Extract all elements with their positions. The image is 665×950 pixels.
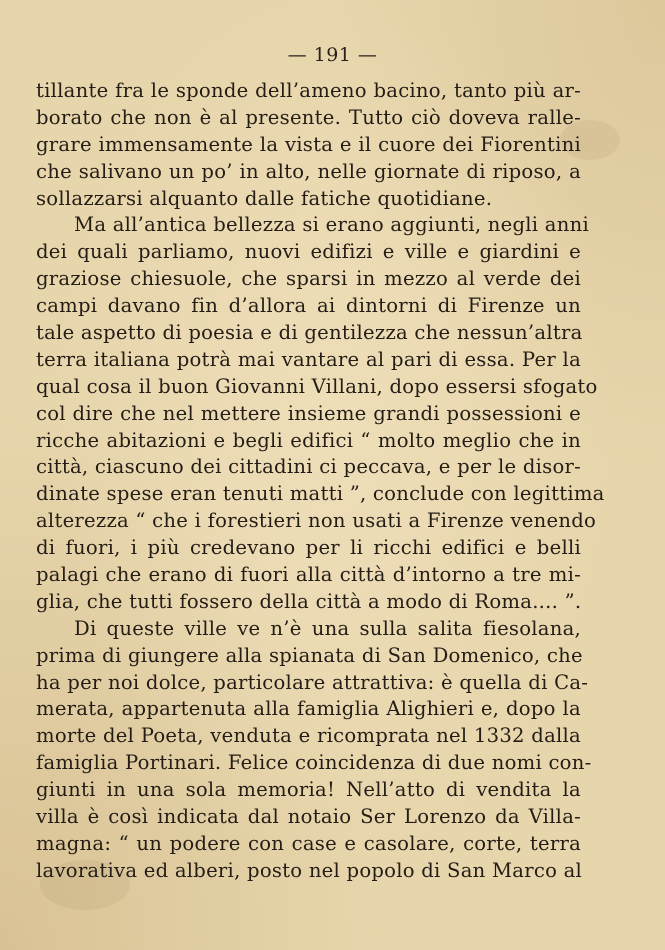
text-line: morte del Poeta, venduta e ricomprata nel 1332 dalla (36, 724, 581, 748)
text-line: prima di giungere alla spianata di San Domenico, che (36, 643, 583, 667)
text-line: campi davano fin d’allora ai dintorni di Firenze un (36, 294, 581, 318)
text-line: che salivano un po’ in alto, nelle giornate di riposo, a (36, 159, 581, 183)
text-line: glia, che tutti fossero della città a modo di Roma.... ”. (36, 589, 582, 613)
text-line: qual cosa il buon Giovanni Villani, dopo essersi sfogato (36, 374, 598, 398)
text-line: di fuori, i più credevano per li ricchi edifici e belli (36, 536, 581, 560)
text-line: graziose chiesuole, che sparsi in mezzo al verde dei (36, 267, 581, 291)
text-line: dei quali parliamo, nuovi edifizi e ville e giardini e (36, 240, 581, 264)
text-line: alterezza “ che i forestieri non usati a Firenze venendo (36, 509, 597, 533)
text-line: Di queste ville ve n’è una sulla salita fiesolana, (74, 616, 581, 640)
text-line: Ma all’antica bellezza si erano aggiunti, negli anni (74, 213, 589, 237)
text-line: magna: “ un podere con case e casolare, corte, terra (36, 831, 581, 855)
text-line: città, ciascuno dei cittadini ci peccava, e per le disor- (36, 455, 581, 479)
text-line: sollazzarsi alquanto dalle fatiche quotidiane. (36, 186, 493, 210)
text-line: famiglia Portinari. Felice coincidenza di due nomi con- (36, 751, 592, 775)
page-number: — 191 — (287, 44, 378, 66)
text-line: terra italiana potrà mai vantare al pari di essa. Per la (36, 347, 581, 371)
text-line: tale aspetto di poesia e di gentilezza che nessun’altra (36, 321, 583, 345)
text-line: villa è così indicata dal notaio Ser Lorenzo da Villa- (36, 805, 581, 829)
text-line: borato che non è al presente. Tutto ciò doveva ralle- (36, 105, 581, 129)
text-line: tillante fra le sponde dell’ameno bacino, tanto più ar- (36, 79, 581, 102)
body-text (36, 78, 605, 885)
text-line: col dire che nel mettere insieme grandi possessioni e (36, 401, 581, 425)
text-line: ricche abitazioni e begli edifici “ molto meglio che in (36, 428, 581, 452)
text-line: lavorativa ed alberi, posto nel popolo di San Marco al (36, 858, 583, 882)
text-line: giunti in una sola memoria! Nell’atto di vendita la (36, 778, 581, 802)
text-line: merata, appartenuta alla famiglia Alighieri e, dopo la (36, 697, 581, 721)
text-line: ha per noi dolce, particolare attrattiva: è quella di Ca- (36, 670, 589, 694)
text-line: palagi che erano di fuori alla città d’intorno a tre mi- (36, 563, 581, 587)
text-line: grare immensamente la vista e il cuore dei Fiorentini (36, 132, 581, 156)
text-line: dinate spese eran tenuti matti ”, conclude con legittima (36, 482, 605, 506)
